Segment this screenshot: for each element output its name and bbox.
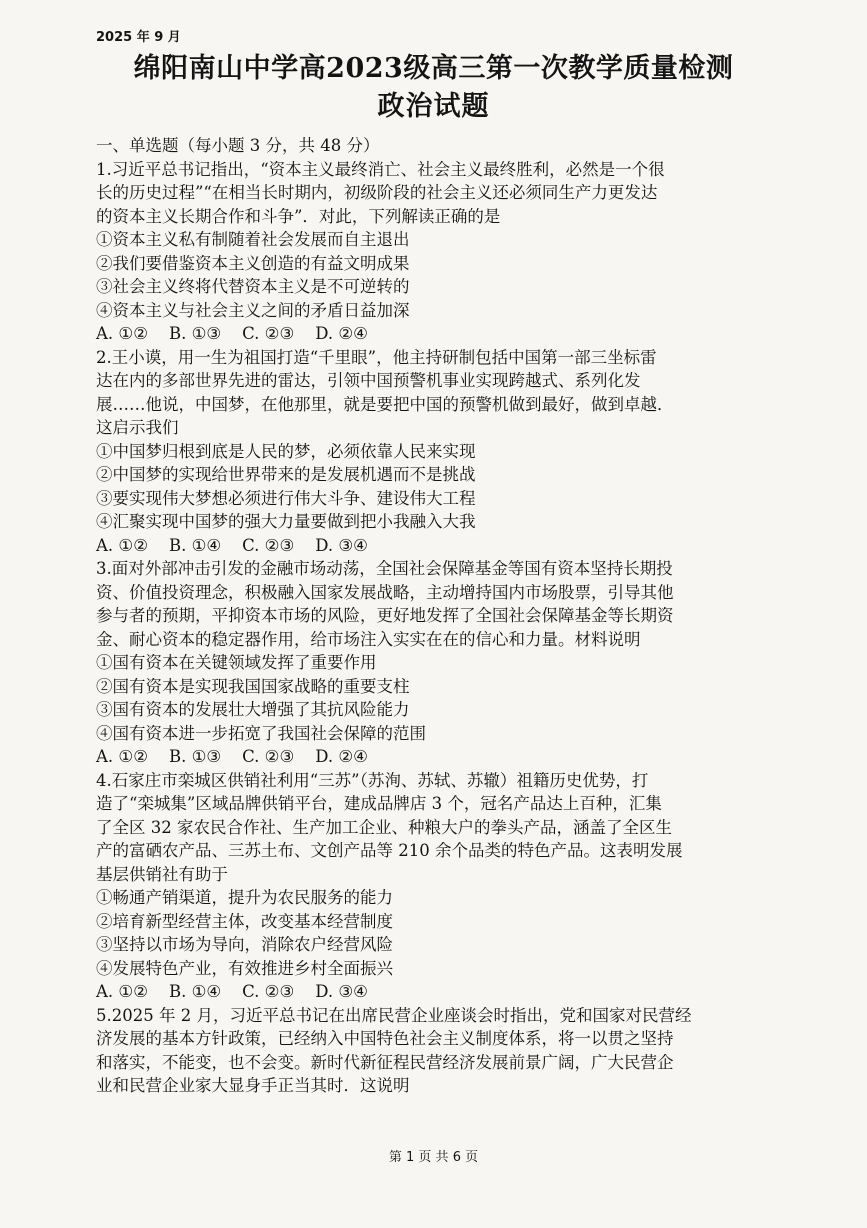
answer-choices: A. ①② B. ①④ C. ②③ D. ③④ [96, 535, 368, 555]
option-item: ④汇聚实现中国梦的强大力量要做到把小我融入大我 [96, 512, 476, 531]
question-stem-line: 济发展的基本方针政策，已经纳入中国特色社会主义制度体系，将一以贯之坚持 [96, 1029, 674, 1048]
question-5 [96, 1004, 776, 1098]
option-item: ④国有资本进一步拓宽了我国社会保障的范围 [96, 723, 426, 743]
question-stem-line: 资、价值投资理念，积极融入国家发展战略，主动增持国内市场股票，引导其他 [96, 582, 674, 602]
question-1 [96, 158, 776, 346]
option-item: ①中国梦归根到底是人民的梦，必须依靠人民来实现 [96, 441, 476, 461]
option-item: ③社会主义终将代替资本主义是不可逆转的 [96, 277, 410, 296]
option-item: ①资本主义私有制随着社会发展而自主退出 [96, 230, 410, 249]
option-item: ②国有资本是实现我国国家战略的重要支柱 [96, 676, 410, 696]
option-item: ③坚持以市场为导向，消除农户经营风险 [96, 935, 393, 954]
question-stem-line: 的资本主义长期合作和斗争”．对此，下列解读正确的是 [96, 206, 501, 226]
option-item: ②培育新型经营主体，改变基本经营制度 [96, 911, 393, 931]
answer-choices: A. ①② B. ①④ C. ②③ D. ③④ [96, 982, 368, 1001]
question-stem-line: 这启示我们 [96, 418, 179, 437]
option-item: ④资本主义与社会主义之间的矛盾日益加深 [96, 300, 410, 320]
option-item: ①畅通产销渠道，提升为农民服务的能力 [96, 888, 393, 907]
question-stem-line: 2.王小谟，用一生为祖国打造“千里眼”，他主持研制包括中国第一部三坐标雷 [96, 347, 657, 367]
question-4 [96, 769, 776, 1004]
question-stem-line: 了全区 32 家农民合作社、生产加工企业、种粮大户的拳头产品，涵盖了全区生 [96, 817, 672, 837]
exam-date: 2025 年 9 月 [96, 30, 181, 45]
option-item: ③要实现伟大梦想必须进行伟大斗争、建设伟大工程 [96, 488, 476, 508]
question-stem-line: 长的历史过程”“在相当长时期内，初级阶段的社会主义还必须同生产力更发达 [96, 183, 658, 202]
section-heading: 一、单选题（每小题 3 分，共 48 分） [96, 136, 380, 155]
exam-title: 绵阳南山中学高2023级高三第一次教学质量检测 [133, 53, 734, 84]
question-stem-line: 产的富硒农产品、三苏土布、文创产品等 210 余个品类的特色产品。这表明发展 [96, 841, 683, 860]
question-stem-line: 业和民营企业家大显身手正当其时．这说明 [96, 1076, 410, 1095]
answer-choices: A. ①② B. ①③ C. ②③ D. ②④ [96, 324, 368, 343]
question-stem-line: 基层供销社有助于 [96, 864, 228, 884]
answer-choices: A. ①② B. ①③ C. ②③ D. ②④ [96, 747, 368, 766]
question-3 [96, 557, 776, 769]
question-body [96, 134, 776, 1098]
question-stem-line: 4.石家庄市栾城区供销社利用“三苏”（苏洵、苏轼、苏辙）祖籍历史优势，打 [96, 770, 649, 790]
question-2 [96, 346, 776, 558]
option-item: ③国有资本的发展壮大增强了其抗风险能力 [96, 700, 410, 719]
option-item: ②中国梦的实现给世界带来的是发展机遇而不是挑战 [96, 465, 476, 484]
question-stem-line: 造了“栾城集”区域品牌供销平台，建成品牌店 3 个，冠名产品达上百种，汇集 [96, 794, 662, 813]
question-stem-line: 和落实，不能变，也不会变。新时代新征程民营经济发展前景广阔，广大民营企 [96, 1052, 674, 1072]
page-number: 第 1 页 共 6 页 [388, 1150, 479, 1165]
option-item: ④发展特色产业，有效推进乡村全面振兴 [96, 958, 393, 978]
question-stem-line: 金、耐心资本的稳定器作用，给市场注入实实在在的信心和力量。材料说明 [96, 629, 641, 649]
exam-subject: 政治试题 [377, 91, 490, 122]
question-stem-line: 达在内的多部世界先进的雷达，引领中国预警机事业实现跨越式、系列化发 [96, 371, 641, 390]
question-stem-line: 1.习近平总书记指出，“资本主义最终消亡、社会主义最终胜利，必然是一个很 [96, 159, 665, 179]
option-item: ②我们要借鉴资本主义创造的有益文明成果 [96, 253, 410, 273]
option-item: ①国有资本在关键领域发挥了重要作用 [96, 653, 377, 672]
question-stem-line: 展……他说，中国梦，在他那里，就是要把中国的预警机做到最好，做到卓越． [96, 394, 674, 414]
question-stem-line: 5.2025 年 2 月，习近平总书记在出席民营企业座谈会时指出，党和国家对民营经 [96, 1005, 692, 1025]
question-stem-line: 参与者的预期，平抑资本市场的风险，更好地发挥了全国社会保障基金等长期资 [96, 606, 674, 625]
question-stem-line: 3.面对外部冲击引发的金融市场动荡，全国社会保障基金等国有资本坚持长期投 [96, 559, 673, 578]
